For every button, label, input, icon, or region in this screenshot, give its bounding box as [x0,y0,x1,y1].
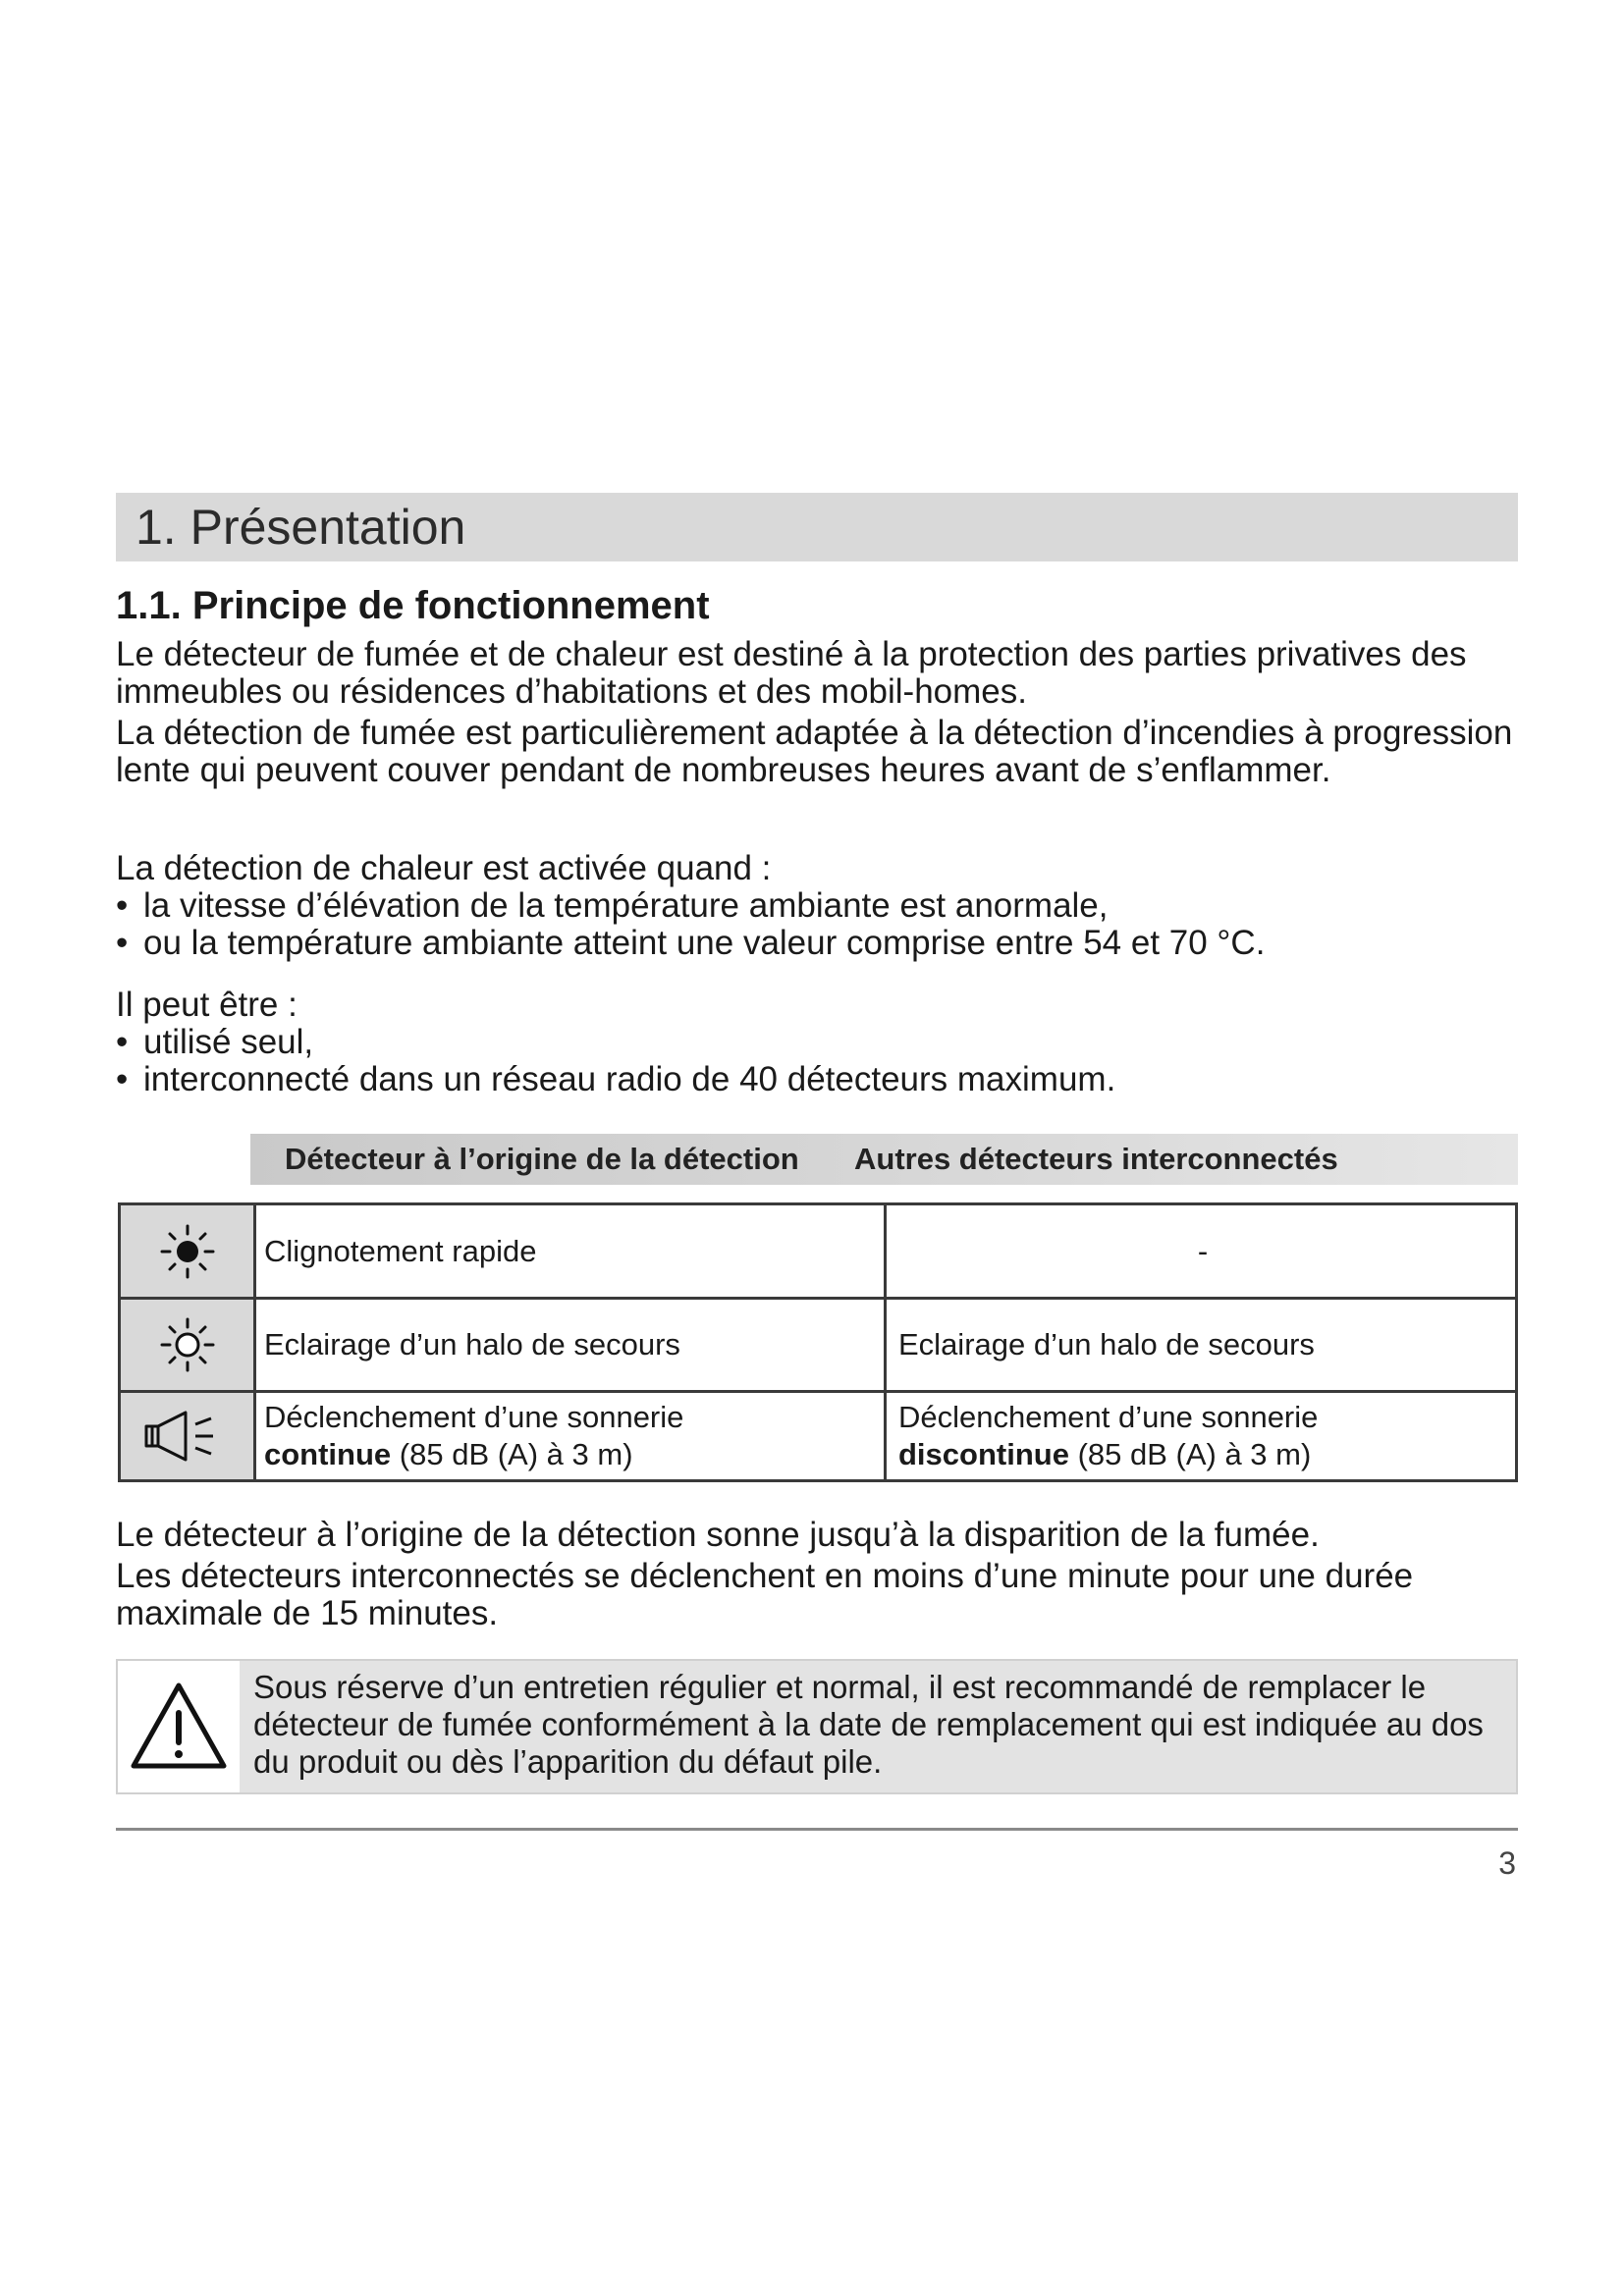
siren-icon [138,1407,237,1466]
cell-text: - [1197,1233,1209,1268]
intro-text [116,636,1530,789]
others-cell [898,1393,1507,1479]
cell-text: (85 dB (A) à 3 m) [391,1437,633,1471]
origin-cell [264,1300,873,1390]
list-item: • utilisé seul, [116,1024,1530,1061]
origin-cell [264,1205,873,1297]
usage-text [116,987,1530,1098]
warning-box [116,1659,1518,1794]
others-cell [898,1300,1507,1390]
after-table-text [116,1517,1530,1632]
page-number: 3 [1498,1845,1516,1881]
cell-text [264,1436,873,1473]
intro-paragraph: La détection de fumée est particulièrement adaptée à la détection d’incendies à progression lente qui peuvent couver pendant de nombreuses heures avant de s’enflammer. [116,714,1513,789]
emphasis-text: continue [264,1437,392,1471]
list-item: • interconnecté dans un réseau radio de 40 détecteurs maximum. [116,1061,1530,1098]
cell-text: Eclairage d’un halo de secours [898,1327,1315,1362]
column-header-others: Autres détecteurs interconnectés [854,1142,1338,1176]
emphasis-text: discontinue [898,1437,1069,1471]
signal-table [118,1202,1518,1482]
cell-text [898,1436,1507,1473]
warning-triangle-icon [128,1680,230,1774]
list-item: • la vitesse d’élévation de la température ambiante est anormale, [116,887,1530,925]
usage-bullet-list [116,1024,1530,1098]
origin-cell [264,1393,873,1479]
cell-text: (85 dB (A) à 3 m) [1068,1437,1312,1471]
usage-intro: Il peut être : [116,986,298,1024]
after-table-paragraph: Les détecteurs interconnectés se déclenchent en moins d’une minute pour une durée maximale de 15 minutes. [116,1557,1414,1632]
cell-text: Eclairage d’un halo de secours [264,1327,680,1362]
section-title: 1. Présentation [116,493,1518,561]
heat-detection-intro: La détection de chaleur est activée quand : [116,849,772,887]
list-item: • ou la température ambiante atteint une valeur comprise entre 54 et 70 °C. [116,925,1530,962]
cell-text: Déclenchement d’une sonnerie [898,1400,1319,1434]
column-header-origin: Détecteur à l’origine de la détection [285,1142,799,1176]
heat-bullet-list [116,887,1530,962]
footer-divider [116,1828,1518,1831]
others-cell [898,1205,1507,1297]
heat-detection-text [116,850,1530,962]
table-row [121,1205,1515,1297]
table-row [121,1390,1515,1479]
intro-paragraph: Le détecteur de fumée et de chaleur est destiné à la protection des parties privatives des immeubles ou résidences d’habitations et des mobil-homes. [116,635,1467,711]
cell-text: Clignotement rapide [264,1233,537,1268]
after-table-paragraph: Le détecteur à l’origine de la détection sonne jusqu’à la disparition de la fumée. [116,1516,1320,1554]
light-halo-icon [158,1315,217,1374]
led-flashing-icon [158,1222,217,1281]
table-header [250,1134,1518,1185]
table-row [121,1297,1515,1390]
warning-text: Sous réserve d’un entretien régulier et normal, il est recommandé de remplacer le détecteur de fumée conformément à la date de remplacement qui est indiquée au dos du produit ou dès l’apparition du défaut pile. [253,1669,1484,1780]
cell-text: Déclenchement d’une sonnerie [264,1400,684,1434]
subsection-title: 1.1. Principe de fonctionnement [116,584,710,627]
